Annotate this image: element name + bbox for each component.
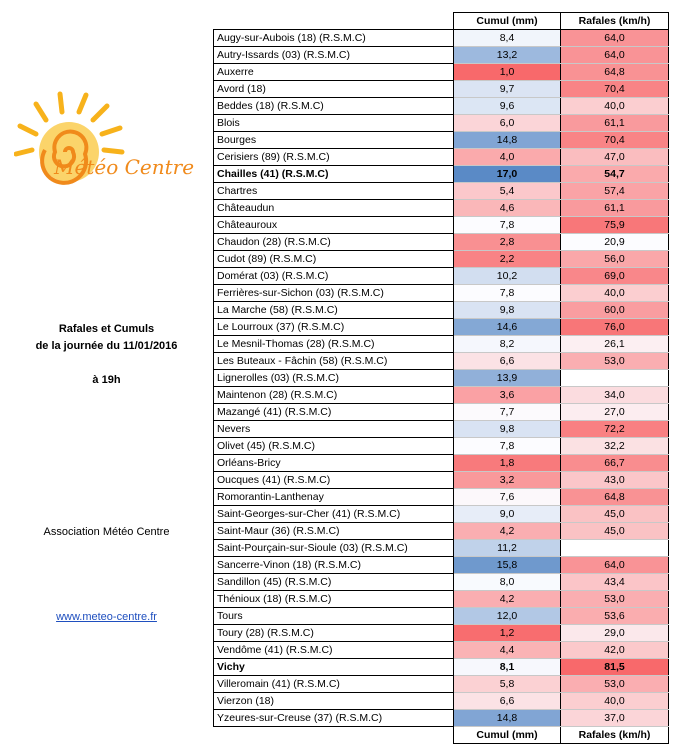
rafales-value: 76,0 — [561, 319, 669, 336]
cumul-value: 5,4 — [454, 183, 561, 200]
table-row — [214, 421, 669, 438]
footer-row — [214, 727, 669, 744]
caption-time: à 19h — [92, 374, 121, 386]
table-row — [214, 370, 669, 387]
table-row — [214, 642, 669, 659]
table-row — [214, 404, 669, 421]
station-name: Sandillon (45) (R.S.M.C) — [214, 574, 454, 591]
station-name: Orléans-Bricy — [214, 455, 454, 472]
rafales-value: 40,0 — [561, 693, 669, 710]
table-row — [214, 30, 669, 47]
table-row — [214, 625, 669, 642]
header-cumul: Cumul (mm) — [454, 13, 561, 30]
cumul-value: 4,6 — [454, 200, 561, 217]
station-name: Les Buteaux - Fâchin (58) (R.S.M.C) — [214, 353, 454, 370]
station-name: Romorantin-Lanthenay — [214, 489, 454, 506]
table-row — [214, 387, 669, 404]
rafales-value: 53,0 — [561, 591, 669, 608]
cumul-value: 3,6 — [454, 387, 561, 404]
cumul-value: 8,4 — [454, 30, 561, 47]
cumul-value: 14,8 — [454, 710, 561, 727]
caption-date: de la journée du 11/01/2016 — [35, 340, 178, 352]
station-name: Ferrières-sur-Sichon (03) (R.S.M.C) — [214, 285, 454, 302]
station-name: Sancerre-Vinon (18) (R.S.M.C) — [214, 557, 454, 574]
cumul-value: 9,7 — [454, 81, 561, 98]
table-row — [214, 693, 669, 710]
rafales-value: 66,7 — [561, 455, 669, 472]
station-name: Châteaudun — [214, 200, 454, 217]
table-row — [214, 557, 669, 574]
rafales-value: 57,4 — [561, 183, 669, 200]
station-name: La Marche (58) (R.S.M.C) — [214, 302, 454, 319]
table-row — [214, 217, 669, 234]
table-row — [214, 506, 669, 523]
cumul-value: 1,8 — [454, 455, 561, 472]
table-row — [214, 676, 669, 693]
station-name: Le Mesnil-Thomas (28) (R.S.M.C) — [214, 336, 454, 353]
association-name: Association Météo Centre — [43, 526, 170, 538]
station-name: Thénioux (18) (R.S.M.C) — [214, 591, 454, 608]
table-row — [214, 336, 669, 353]
rafales-value: 43,4 — [561, 574, 669, 591]
cumul-value: 14,8 — [454, 132, 561, 149]
table-row — [214, 132, 669, 149]
table-row — [214, 710, 669, 727]
rafales-value: 64,8 — [561, 489, 669, 506]
station-name: Villeromain (41) (R.S.M.C) — [214, 676, 454, 693]
table-row — [214, 302, 669, 319]
rafales-value — [561, 540, 669, 557]
station-name: Chartres — [214, 183, 454, 200]
cumul-value: 4,2 — [454, 591, 561, 608]
rafales-value: 20,9 — [561, 234, 669, 251]
rafales-value: 64,0 — [561, 47, 669, 64]
station-name: Saint-Pourçain-sur-Sioule (03) (R.S.M.C) — [214, 540, 454, 557]
table-row — [214, 183, 669, 200]
sidebar — [0, 0, 213, 754]
table-row — [214, 438, 669, 455]
station-name: Vierzon (18) — [214, 693, 454, 710]
cumul-value: 1,2 — [454, 625, 561, 642]
cumul-value: 6,6 — [454, 693, 561, 710]
rafales-value: 56,0 — [561, 251, 669, 268]
cumul-value: 7,6 — [454, 489, 561, 506]
rafales-value: 61,1 — [561, 115, 669, 132]
station-name: Mazangé (41) (R.S.M.C) — [214, 404, 454, 421]
cumul-value: 11,2 — [454, 540, 561, 557]
rafales-value: 60,0 — [561, 302, 669, 319]
table-row — [214, 659, 669, 676]
rafales-value: 34,0 — [561, 387, 669, 404]
cumul-value: 8,0 — [454, 574, 561, 591]
table-row — [214, 285, 669, 302]
cumul-value: 6,0 — [454, 115, 561, 132]
table-row — [214, 234, 669, 251]
cumul-value: 10,2 — [454, 268, 561, 285]
station-name: Augy-sur-Aubois (18) (R.S.M.C) — [214, 30, 454, 47]
station-name: Le Lourroux (37) (R.S.M.C) — [214, 319, 454, 336]
header-blank — [214, 13, 454, 30]
cumul-value: 8,1 — [454, 659, 561, 676]
cumul-value: 4,2 — [454, 523, 561, 540]
caption-title: Rafales et Cumuls — [58, 323, 155, 335]
rafales-value: 45,0 — [561, 506, 669, 523]
rafales-value: 75,9 — [561, 217, 669, 234]
rafales-value: 53,6 — [561, 608, 669, 625]
cumul-value: 1,0 — [454, 64, 561, 81]
table-row — [214, 149, 669, 166]
cumul-value: 17,0 — [454, 166, 561, 183]
table-body — [214, 30, 669, 727]
cumul-value: 5,8 — [454, 676, 561, 693]
cumul-value: 14,6 — [454, 319, 561, 336]
weather-table — [213, 12, 669, 744]
station-name: Châteauroux — [214, 217, 454, 234]
cumul-value: 2,8 — [454, 234, 561, 251]
cumul-value: 7,8 — [454, 438, 561, 455]
header-rafales: Rafales (km/h) — [561, 13, 669, 30]
station-name: Saint-Maur (36) (R.S.M.C) — [214, 523, 454, 540]
table-row — [214, 540, 669, 557]
cumul-value: 7,8 — [454, 285, 561, 302]
station-name: Chaudon (28) (R.S.M.C) — [214, 234, 454, 251]
rafales-value: 27,0 — [561, 404, 669, 421]
cumul-value: 9,8 — [454, 302, 561, 319]
table-row — [214, 608, 669, 625]
station-name: Bourges — [214, 132, 454, 149]
cumul-value: 7,7 — [454, 404, 561, 421]
cumul-value: 9,0 — [454, 506, 561, 523]
table-row — [214, 251, 669, 268]
station-name: Avord (18) — [214, 81, 454, 98]
table-row — [214, 200, 669, 217]
station-name: Toury (28) (R.S.M.C) — [214, 625, 454, 642]
rafales-value: 81,5 — [561, 659, 669, 676]
station-name: Auxerre — [214, 64, 454, 81]
table-row — [214, 268, 669, 285]
cumul-value: 9,6 — [454, 98, 561, 115]
station-name: Vichy — [214, 659, 454, 676]
table-row — [214, 319, 669, 336]
table-row — [214, 353, 669, 370]
station-name: Saint-Georges-sur-Cher (41) (R.S.M.C) — [214, 506, 454, 523]
table-row — [214, 455, 669, 472]
station-name: Nevers — [214, 421, 454, 438]
rafales-value: 53,0 — [561, 353, 669, 370]
cumul-value: 13,9 — [454, 370, 561, 387]
station-name: Chailles (41) (R.S.M.C) — [214, 166, 454, 183]
table-row — [214, 574, 669, 591]
rafales-value: 70,4 — [561, 132, 669, 149]
table-row — [214, 472, 669, 489]
cumul-value: 4,0 — [454, 149, 561, 166]
rafales-value: 64,0 — [561, 30, 669, 47]
cumul-value: 15,8 — [454, 557, 561, 574]
rafales-value: 54,7 — [561, 166, 669, 183]
rafales-value: 70,4 — [561, 81, 669, 98]
footer-rafales: Rafales (km/h) — [561, 727, 669, 744]
rafales-value: 40,0 — [561, 285, 669, 302]
rafales-value: 64,8 — [561, 64, 669, 81]
cumul-value: 13,2 — [454, 47, 561, 64]
station-name: Yzeures-sur-Creuse (37) (R.S.M.C) — [214, 710, 454, 727]
table-row — [214, 98, 669, 115]
station-name: Vendôme (41) (R.S.M.C) — [214, 642, 454, 659]
table-row — [214, 47, 669, 64]
station-name: Cerisiers (89) (R.S.M.C) — [214, 149, 454, 166]
rafales-value — [561, 370, 669, 387]
station-name: Domérat (03) (R.S.M.C) — [214, 268, 454, 285]
footer-blank — [214, 727, 454, 744]
svg-text:Météo Centre: Météo Centre — [54, 155, 194, 179]
cumul-value: 9,8 — [454, 421, 561, 438]
station-name: Maintenon (28) (R.S.M.C) — [214, 387, 454, 404]
footer-cumul: Cumul (mm) — [454, 727, 561, 744]
header-row — [214, 13, 669, 30]
table-row — [214, 115, 669, 132]
website-link[interactable]: www.meteo-centre.fr — [56, 611, 157, 623]
cumul-value: 12,0 — [454, 608, 561, 625]
rafales-value: 64,0 — [561, 557, 669, 574]
rafales-value: 40,0 — [561, 98, 669, 115]
rafales-value: 26,1 — [561, 336, 669, 353]
rafales-value: 32,2 — [561, 438, 669, 455]
rafales-value: 69,0 — [561, 268, 669, 285]
station-name: Olivet (45) (R.S.M.C) — [214, 438, 454, 455]
rafales-value: 45,0 — [561, 523, 669, 540]
table-row — [214, 489, 669, 506]
cumul-value: 7,8 — [454, 217, 561, 234]
table-row — [214, 523, 669, 540]
rafales-value: 37,0 — [561, 710, 669, 727]
table-row — [214, 81, 669, 98]
cumul-value: 8,2 — [454, 336, 561, 353]
station-name: Cudot (89) (R.S.M.C) — [214, 251, 454, 268]
meteo-centre-logo — [14, 90, 194, 195]
station-name: Oucques (41) (R.S.M.C) — [214, 472, 454, 489]
station-name: Beddes (18) (R.S.M.C) — [214, 98, 454, 115]
table-row — [214, 64, 669, 81]
rafales-value: 42,0 — [561, 642, 669, 659]
rafales-value: 43,0 — [561, 472, 669, 489]
rafales-value: 53,0 — [561, 676, 669, 693]
rafales-value: 29,0 — [561, 625, 669, 642]
rafales-value: 47,0 — [561, 149, 669, 166]
station-name: Tours — [214, 608, 454, 625]
cumul-value: 3,2 — [454, 472, 561, 489]
rafales-value: 61,1 — [561, 200, 669, 217]
station-name: Blois — [214, 115, 454, 132]
cumul-value: 6,6 — [454, 353, 561, 370]
table-row — [214, 591, 669, 608]
station-name: Autry-Issards (03) (R.S.M.C) — [214, 47, 454, 64]
table-row — [214, 166, 669, 183]
rafales-value: 72,2 — [561, 421, 669, 438]
station-name: Lignerolles (03) (R.S.M.C) — [214, 370, 454, 387]
cumul-value: 2,2 — [454, 251, 561, 268]
cumul-value: 4,4 — [454, 642, 561, 659]
